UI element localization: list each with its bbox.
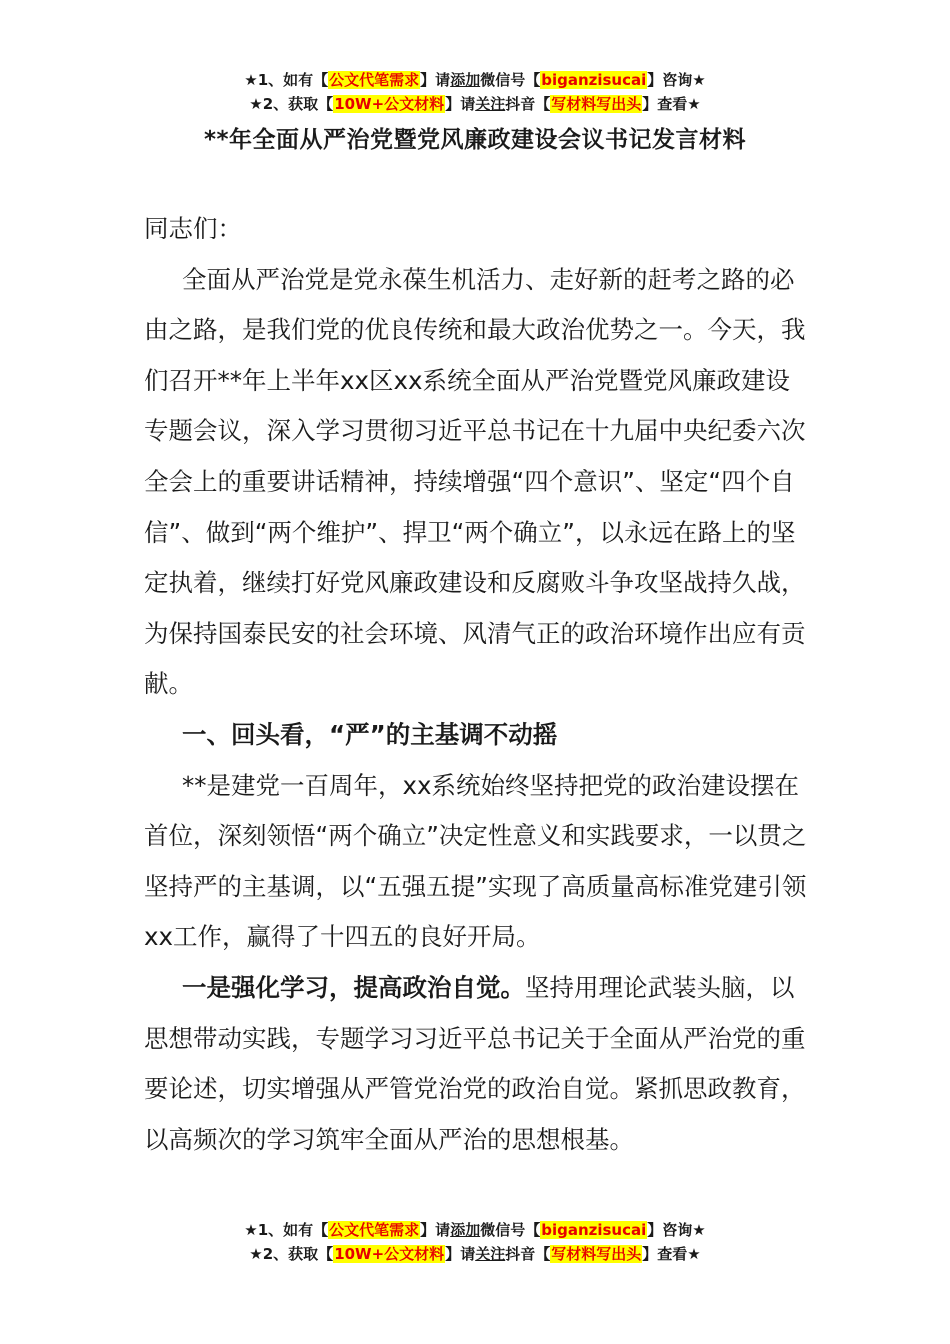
promo-line-2: ★2、获取【10W+公文材料】请关注抖音【写材料写出头】查看★ <box>249 95 701 113</box>
paragraph-lead: 一是强化学习，提高政治自觉。 <box>182 972 525 1002</box>
promo-banner-bottom <box>0 1218 950 1266</box>
highlight-wechat-id: biganzisucai <box>541 71 647 89</box>
document-title: **年全面从严治党暨党风廉政建设会议书记发言材料 <box>203 127 747 153</box>
document-body <box>144 204 812 1165</box>
paragraph-review: **是建党一百周年，xx系统始终坚持把党的政治建设摆在首位，深刻领悟“两个确立”决定性意义和实践要求，一以贯之坚持严的主基调，以“五强五提”实现了高质量高标准党建引领xx工作，赢得了十四五的良好开局。 <box>144 770 807 952</box>
promo-line-2: ★2、获取【10W+公文材料】请关注抖音【写材料写出头】查看★ <box>249 1245 701 1263</box>
highlight-materials: 10W+公文材料 <box>334 95 445 113</box>
salutation: 同志们： <box>144 214 242 243</box>
promo-line-1: ★1、如有【公文代笔需求】请添加微信号【biganzisucai】咨询★ <box>244 71 706 89</box>
paragraph-study <box>144 963 812 1165</box>
paragraph-intro: 全面从严治党是党永葆生机活力、走好新的赶考之路的必由之路，是我们党的优良传统和最大政治优势之一。今天，我们召开**年上半年xx区xx系统全面从严治党暨党风廉政建设专题会议，深入学习贯彻习近平总书记在十九届中央纪委六次全会上的重要讲话精神，持续增强“四个意识”、坚定“四个自信”、做到“两个维护”、捍卫“两个确立”，以永远在路上的坚定执着，继续打好党风廉政建设和反腐败斗争攻坚战持久战，为保持国泰民安的社会环境、风清气正的政治环境作出应有贡献。 <box>144 264 806 699</box>
highlight-douyin-account: 写材料写出头 <box>551 1245 642 1263</box>
highlight-wechat-id: biganzisucai <box>541 1221 647 1239</box>
highlight-writing-service: 公文代笔需求 <box>329 71 420 89</box>
highlight-douyin-account: 写材料写出头 <box>551 95 642 113</box>
highlight-materials: 10W+公文材料 <box>334 1245 445 1263</box>
promo-line-1: ★1、如有【公文代笔需求】请添加微信号【biganzisucai】咨询★ <box>244 1221 706 1239</box>
paragraph-text: 坚持用理论武装头脑，以思想带动实践，专题学习习近平总书记关于全面从严治党的重要论述，切实增强从严管党治党的政治自觉。紧抓思政教育，以高频次的学习筑牢全面从严治的思想根基。 <box>144 972 806 1154</box>
section-heading-1: 一、回头看，“严”的主基调不动摇 <box>182 719 558 749</box>
highlight-writing-service: 公文代笔需求 <box>329 1221 420 1239</box>
promo-banner-top <box>0 68 950 116</box>
